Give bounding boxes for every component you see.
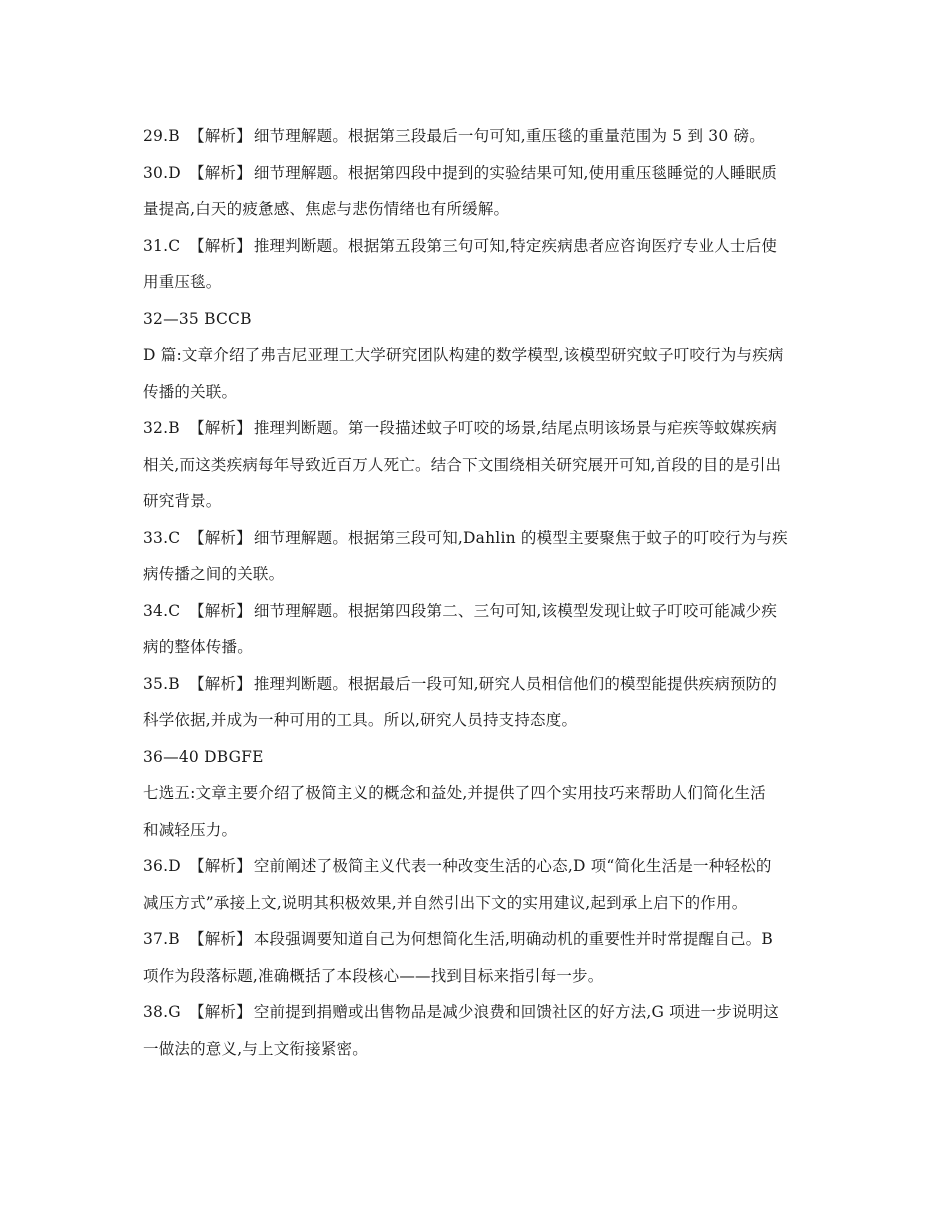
text-line <box>143 264 813 301</box>
line-text: 本段强调要知道自己为何想简化生活,明确动机的重要性并时常提醒自己。B <box>253 930 773 948</box>
line-text: 用重压毯。 <box>143 273 222 291</box>
text-line <box>143 556 813 593</box>
line-text: 量提高,白天的疲惫感、焦虑与悲伤情绪也有所缓解。 <box>143 200 510 218</box>
line-text: 病的整体传播。 <box>143 638 253 656</box>
question-number: 34.C <box>143 601 181 620</box>
line-text: 细节理解题。根据第三段可知,Dahlin 的模型主要聚焦于蚊子的叮咬行为与疾 <box>253 528 788 547</box>
analysis-tag: 【解析】 <box>189 1003 252 1021</box>
line-text: 相关,而这类疾病每年导致近百万人死亡。结合下文围绕相关研究展开可知,首段的目的是引出 <box>143 455 782 474</box>
text-line <box>143 775 813 812</box>
line-text: 细节理解题。根据第四段第二、三句可知,该模型发现让蚊子叮咬可能减少疾 <box>253 601 778 620</box>
text-line <box>143 118 813 155</box>
text-line <box>143 702 813 739</box>
question-number: 32.B <box>143 419 180 437</box>
text-line <box>143 520 813 557</box>
line-text: 推理判断题。根据第五段第三句可知,特定疾病患者应咨询医疗专业人士后使 <box>253 236 778 255</box>
text-line <box>143 337 813 374</box>
line-text: 空前提到捐赠或出售物品是减少浪费和回馈社区的好方法,G 项进一步说明这 <box>253 1003 780 1021</box>
analysis-tag: 【解析】 <box>189 419 252 437</box>
analysis-tag: 【解析】 <box>189 127 252 145</box>
question-number: 30.D <box>143 163 181 182</box>
text-line <box>143 155 813 192</box>
text-line <box>143 191 813 228</box>
text-line <box>143 848 813 885</box>
analysis-tag: 【解析】 <box>189 601 252 620</box>
text-line <box>143 410 813 447</box>
question-number: 38.G <box>143 1003 181 1021</box>
line-text: 减压方式”承接上文,说明其积极效果,并自然引出下文的实用建议,起到承上启下的作用。 <box>143 893 748 912</box>
question-number: 29.B <box>143 127 180 145</box>
text-line <box>143 301 813 338</box>
line-text: 项作为段落标题,准确概括了本段核心——找到目标来指引每一步。 <box>143 966 604 985</box>
text-line <box>143 1031 813 1068</box>
line-text: 七选五:文章主要介绍了极简主义的概念和益处,并提供了四个实用技巧来帮助人们简化生活 <box>143 784 766 802</box>
line-text: 细节理解题。根据第三段最后一句可知,重压毯的重量范围为 5 到 30 磅。 <box>253 127 765 145</box>
text-line <box>143 629 813 666</box>
line-text: 细节理解题。根据第四段中提到的实验结果可知,使用重压毯睡觉的人睡眠质 <box>253 163 778 182</box>
line-text: 一做法的意义,与上文衔接紧密。 <box>143 1039 368 1058</box>
analysis-tag: 【解析】 <box>189 674 252 693</box>
answer-explanation-page <box>143 118 813 1067</box>
line-text: 病传播之间的关联。 <box>143 565 285 583</box>
line-text: 推理判断题。根据最后一段可知,研究人员相信他们的模型能提供疾病预防的 <box>253 674 778 693</box>
question-number: 36.D <box>143 857 181 875</box>
analysis-tag: 【解析】 <box>189 857 252 875</box>
text-line <box>143 593 813 630</box>
line-text: 36—40 DBGFE <box>143 747 264 766</box>
text-line <box>143 921 813 958</box>
line-text: D 篇:文章介绍了弗吉尼亚理工大学研究团队构建的数学模型,该模型研究蚊子叮咬行为与疾病 <box>143 346 784 364</box>
text-line <box>143 885 813 922</box>
analysis-tag: 【解析】 <box>189 528 252 547</box>
line-text: 32—35 BCCB <box>143 309 252 328</box>
analysis-tag: 【解析】 <box>189 163 252 182</box>
text-line <box>143 994 813 1031</box>
text-line <box>143 228 813 265</box>
text-line <box>143 958 813 995</box>
question-number: 31.C <box>143 236 181 255</box>
line-text: 传播的关联。 <box>143 382 238 401</box>
line-text: 推理判断题。第一段描述蚊子叮咬的场景,结尾点明该场景与疟疾等蚊媒疾病 <box>253 419 778 437</box>
line-text: 空前阐述了极简主义代表一种改变生活的心态,D 项“简化生活是一种轻松的 <box>253 857 772 875</box>
text-line <box>143 483 813 520</box>
text-line <box>143 447 813 484</box>
line-text: 和减轻压力。 <box>143 820 238 839</box>
analysis-tag: 【解析】 <box>189 236 252 255</box>
text-line <box>143 666 813 703</box>
line-text: 科学依据,并成为一种可用的工具。所以,研究人员持支持态度。 <box>143 711 578 729</box>
line-text: 研究背景。 <box>143 492 222 510</box>
text-line <box>143 739 813 776</box>
question-number: 33.C <box>143 528 181 547</box>
text-line <box>143 812 813 849</box>
question-number: 37.B <box>143 930 180 948</box>
question-number: 35.B <box>143 674 180 693</box>
text-line <box>143 374 813 411</box>
analysis-tag: 【解析】 <box>189 930 252 948</box>
